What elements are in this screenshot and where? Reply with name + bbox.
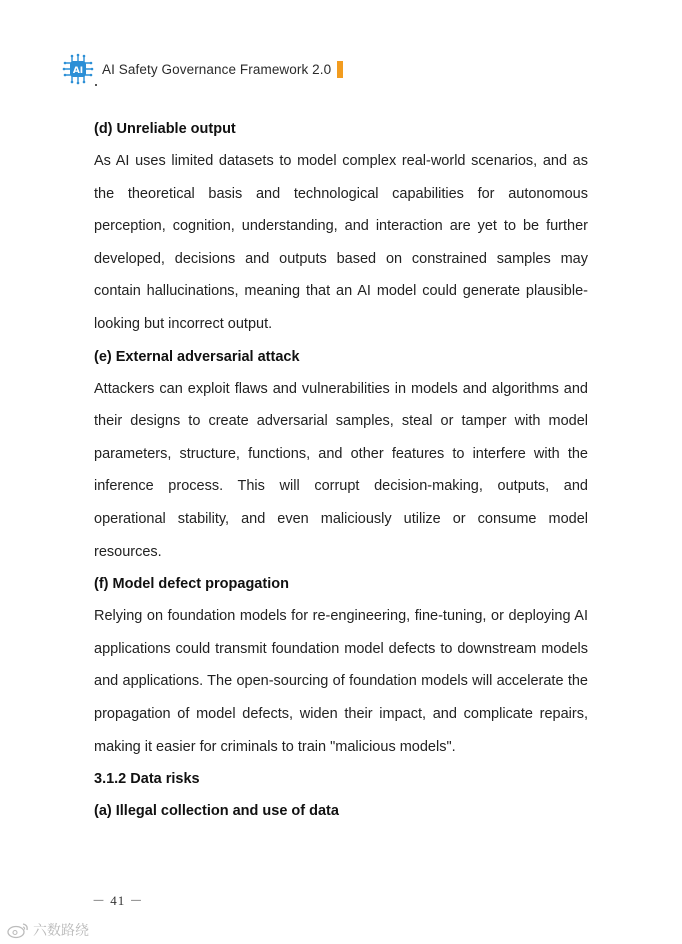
header-accent-bar (337, 61, 343, 78)
section-heading-illegal-data-collection: (a) Illegal collection and use of data (94, 803, 339, 820)
watermark-text: 六数路绕 (33, 922, 89, 938)
section-heading-unreliable-output: (d) Unreliable output (94, 121, 236, 137)
page-content (94, 113, 588, 827)
section-body-defect-propagation: Relying on foundation models for re-engineering, fine-tuning, or deploying AI applications could transmit foundation model defects to downstream models and applications. The open-sourcing of foundation models will accelerate the propagation of model defects, widen their impact, and complicate repairs, making it easier for criminals to train "malicious models". (94, 608, 588, 755)
svg-text:AI: AI (72, 66, 84, 76)
section-body-adversarial-attack: Attackers can exploit flaws and vulnerabilities in models and algorithms and their designs to create adversarial samples, steal or tamper with model parameters, structure, functions, and other features to interfere with the inference process. This will corrupt decision-making, outputs, and operational stability, and even maliciously utilize or consume model resources. (94, 380, 588, 560)
page-header (62, 52, 343, 86)
document-title: AI Safety Governance Framework 2.0 (102, 61, 332, 77)
header-dot (95, 84, 97, 86)
section-heading-adversarial-attack: (e) External adversarial attack (94, 348, 300, 365)
page-number: － 41 － (92, 893, 144, 908)
ai-chip-logo-icon (62, 53, 94, 85)
watermark (6, 920, 89, 940)
section-heading-data-risks: 3.1.2 Data risks (94, 771, 200, 788)
weibo-logo-icon (6, 921, 30, 939)
section-heading-defect-propagation: (f) Model defect propagation (94, 576, 289, 593)
section-body-unreliable-output: As AI uses limited datasets to model complex real-world scenarios, and as the theoretical basis and technological capabilities for autonomous perception, cognition, understanding, and interaction are yet to be further developed, decisions and outputs based on constrained samples may contain hallucinations, meaning that an AI model could generate plausible-looking but incorrect output. (94, 153, 588, 332)
